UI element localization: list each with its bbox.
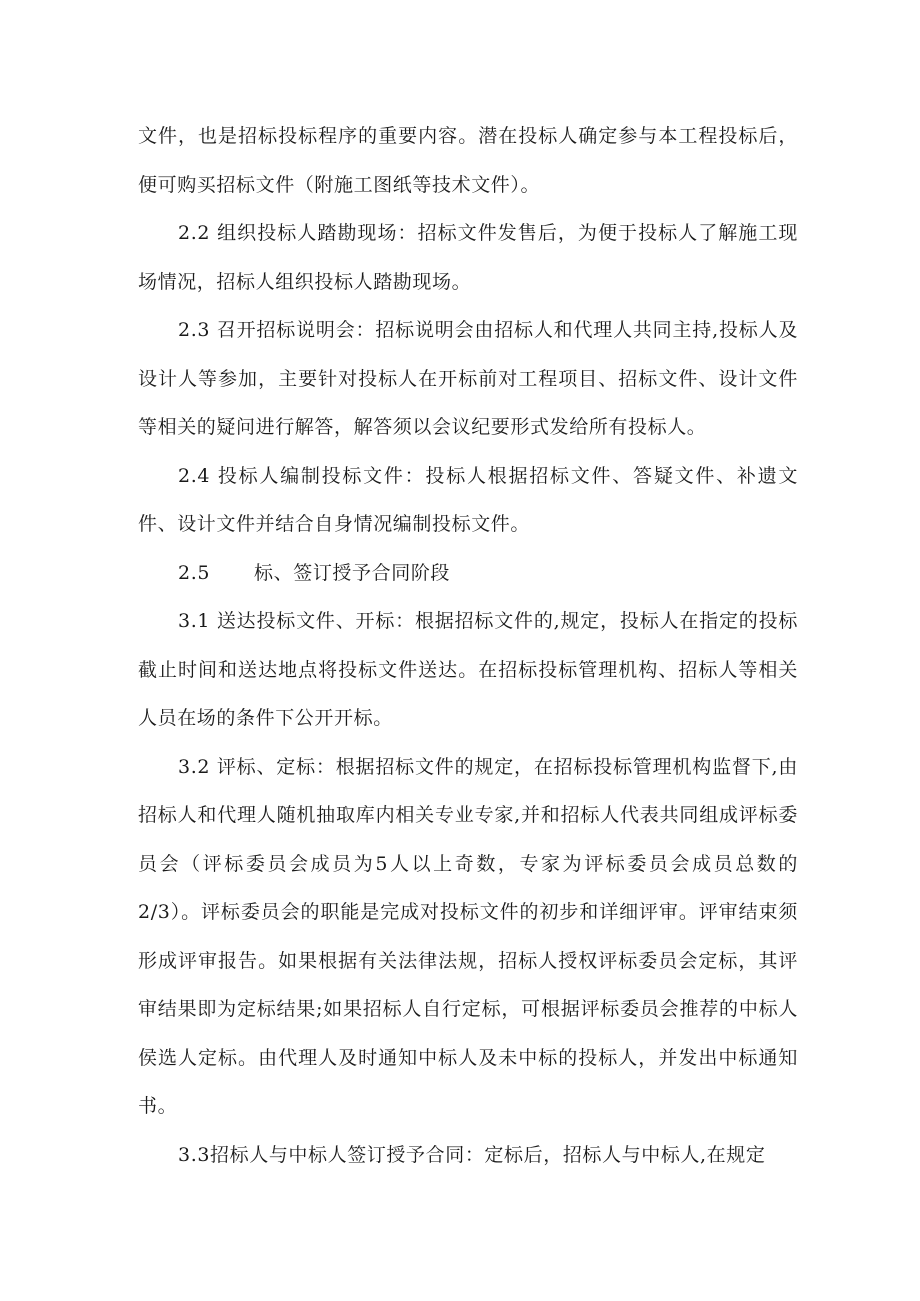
paragraph-2-2-site-visit: 2.2 组织投标人踏勘现场：招标文件发售后，为便于投标人了解施工现场情况，招标人组织投标人踏勘现场。 xyxy=(138,222,798,293)
section-heading-text: 标、签订授予合同阶段 xyxy=(254,561,451,584)
paragraph-continuation: 文件，也是招标投标程序的重要内容。潜在投标人确定参与本工程投标后，便可购买招标文件（附施工图纸等技术文件）。 xyxy=(138,125,798,196)
document-body xyxy=(138,112,798,1179)
paragraph-2-5-heading xyxy=(138,549,798,598)
paragraph-3-1-bid-opening: 3.1 送达投标文件、开标：根据招标文件的,规定，投标人在指定的投标截止时间和送达地点将投标文件送达。在招标投标管理机构、招标人等相关人员在场的条件下公开开标。 xyxy=(138,610,798,729)
paragraph-2-3-briefing: 2.3 召开招标说明会：招标说明会由招标人和代理人共同主持,投标人及设计人等参加，主要针对投标人在开标前对工程项目、招标文件、设计文件等相关的疑问进行解答，解答须以会议纪要形式发给所有投标人。 xyxy=(138,319,798,438)
paragraph-3-3-contract: 3.3招标人与中标人签订授予合同：定标后，招标人与中标人,在规定 xyxy=(178,1143,766,1166)
paragraph-3-2-evaluation: 3.2 评标、定标：根据招标文件的规定，在招标投标管理机构监督下,由招标人和代理人随机抽取库内相关专业专家,并和招标人代表共同组成评标委员会（评标委员会成员为5人以上奇数，专家为评标委员会成员总数的2/3）。评标委员会的职能是完成对投标文件的初步和详细评审。评审结束须形成评审报告。如果根据有关法律法规，招标人授权评标委员会定标，其评审结果即为定标结果;如果招标人自行定标，可根据评标委员会推荐的中标人侯选人定标。由代理人及时通知中标人及未中标的投标人，并发出中标通知书。 xyxy=(138,755,798,1117)
section-number: 2.5 xyxy=(178,561,211,584)
paragraph-2-4-prepare-bid: 2.4 投标人编制投标文件：投标人根据招标文件、答疑文件、补遗文件、设计文件并结合自身情况编制投标文件。 xyxy=(138,464,798,535)
